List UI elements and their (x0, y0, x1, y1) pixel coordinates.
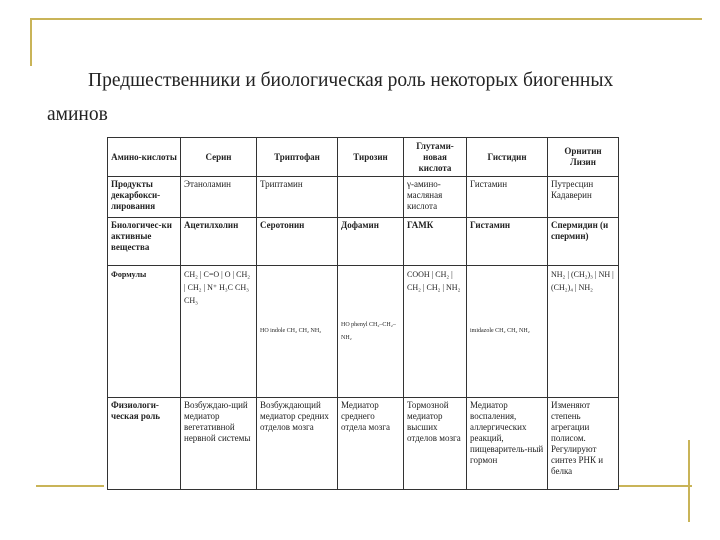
table-cell: Серотонин (257, 218, 338, 266)
formula-cell: HO indole CH₂ CH₂ NH₂ (257, 266, 338, 398)
table-cell: Спермидин (и спермин) (548, 218, 619, 266)
table-cell: Путресцин Кадаверин (548, 177, 619, 218)
table-cell: Гистамин (467, 218, 548, 266)
table-row (108, 218, 619, 266)
table-cell (338, 177, 404, 218)
table-row-formulas (108, 266, 619, 398)
formula-cell: COOH | CH₂ | CH₂ | CH₂ | NH₂ (404, 266, 467, 398)
formula-cell: HO phenyl CH₂–CH₂–NH₂ (338, 266, 404, 398)
formula-cell: imidazole CH₂ CH₂ NH₂ (467, 266, 548, 398)
table-cell: Возбуждающий медиатор средних отделов мозга (257, 398, 338, 490)
header-cell: Тирозин (338, 138, 404, 177)
decor-line-left (30, 18, 32, 66)
header-cell: Триптофан (257, 138, 338, 177)
formula-cell: NH₂ | (CH₂)₃ | NH | (CH₂)₄ | NH₂ (548, 266, 619, 398)
slide-title: Предшественники и биологическая роль некоторых биогенных аминов (47, 70, 614, 125)
row-label: Биологичес-ки активные вещества (108, 218, 181, 266)
table-cell: Триптамин (257, 177, 338, 218)
table-cell: Этаноламин (181, 177, 257, 218)
row-label: Продукты декарбокси-лирования (108, 177, 181, 218)
table-cell: Гистамин (467, 177, 548, 218)
decor-line-bottom-right (618, 485, 692, 487)
row-label: Физиологи-ческая роль (108, 398, 181, 490)
table-cell: Тормозной медиатор высших отделов мозга (404, 398, 467, 490)
header-cell: Серин (181, 138, 257, 177)
decor-line-right (688, 440, 690, 522)
table-cell: Медиатор воспаления, аллергических реакций, пищеваритель-ный гормон (467, 398, 548, 490)
table-cell: Ацетилхолин (181, 218, 257, 266)
table-cell: Возбуждаю-щий медиатор вегетативной нервной системы (181, 398, 257, 490)
amines-table (107, 137, 619, 490)
header-cell: Глутами-новая кислота (404, 138, 467, 177)
table-cell: Медиатор среднего отдела мозга (338, 398, 404, 490)
table-cell: Изменяют степень агрегации полисом. Регулируют синтез РНК и белка (548, 398, 619, 490)
formula-cell: CH₂ | C=O | O | CH₂ | CH₂ | N⁺ H₃C CH₃ CH₃ (181, 266, 257, 398)
decor-line-top (30, 18, 702, 20)
header-cell: Амино-кислоты (108, 138, 181, 177)
table-row (108, 177, 619, 218)
header-cell: Гистидин (467, 138, 548, 177)
table-cell: γ-амино-масляная кислота (404, 177, 467, 218)
table-row (108, 398, 619, 490)
table-cell: ГАМК (404, 218, 467, 266)
table-header-row (108, 138, 619, 177)
table-cell: Дофамин (338, 218, 404, 266)
header-cell: Орнитин Лизин (548, 138, 619, 177)
decor-line-bottom-left (36, 485, 104, 487)
row-label: Формулы (108, 266, 181, 398)
